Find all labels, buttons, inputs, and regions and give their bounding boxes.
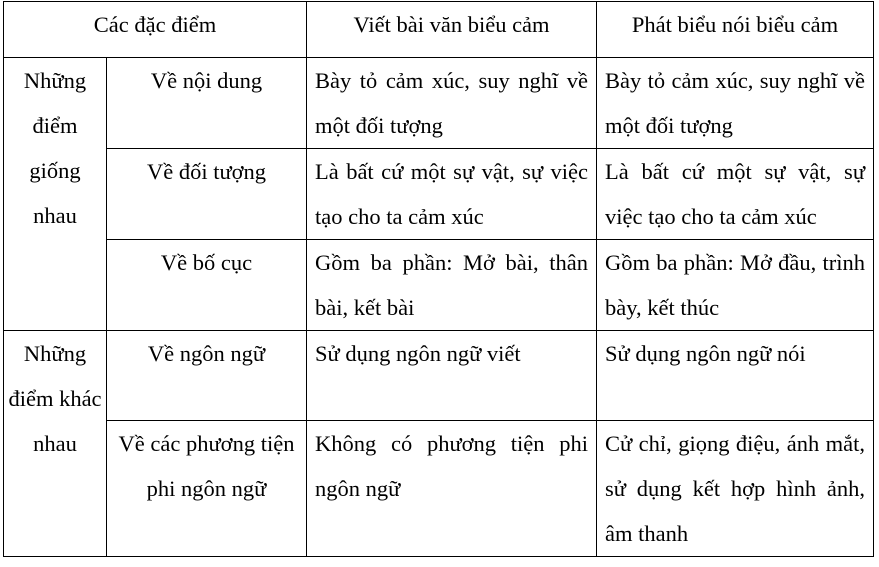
header-speaking: Phát biểu nói biểu cảm [597,2,874,58]
writing-cell: Là bất cứ một sự vật, sự việc tạo cho ta cảm xúc [307,149,597,240]
speaking-cell: Là bất cứ một sự vật, sự việc tạo cho ta cảm xúc [597,149,874,240]
table-row [4,240,874,331]
header-features: Các đặc điểm [4,2,307,58]
writing-cell: Sử dụng ngôn ngữ viết [307,331,597,421]
writing-cell: Không có phương tiện phi ngôn ngữ [307,421,597,557]
group-similar: Những điểm giống nhau [4,58,107,331]
table-row [4,58,874,149]
speaking-cell: Gồm ba phần: Mở đầu, trình bày, kết thúc [597,240,874,331]
writing-cell: Gồm ba phần: Mở bài, thân bài, kết bài [307,240,597,331]
aspect-cell: Về nội dung [107,58,307,149]
aspect-cell: Về ngôn ngữ [107,331,307,421]
aspect-cell: Về bố cục [107,240,307,331]
table-row [4,421,874,557]
writing-cell: Bày tỏ cảm xúc, suy nghĩ về một đối tượng [307,58,597,149]
comparison-table [3,1,874,557]
header-row [4,2,874,58]
speaking-cell: Sử dụng ngôn ngữ nói [597,331,874,421]
aspect-cell: Về đối tượng [107,149,307,240]
table-row [4,331,874,421]
speaking-cell: Cử chỉ, giọng điệu, ánh mắt, sử dụng kết hợp hình ảnh, âm thanh [597,421,874,557]
speaking-cell: Bày tỏ cảm xúc, suy nghĩ về một đối tượng [597,58,874,149]
aspect-cell: Về các phương tiện phi ngôn ngữ [107,421,307,557]
header-writing: Viết bài văn biểu cảm [307,2,597,58]
group-different: Những điểm khác nhau [4,331,107,557]
table-row [4,149,874,240]
